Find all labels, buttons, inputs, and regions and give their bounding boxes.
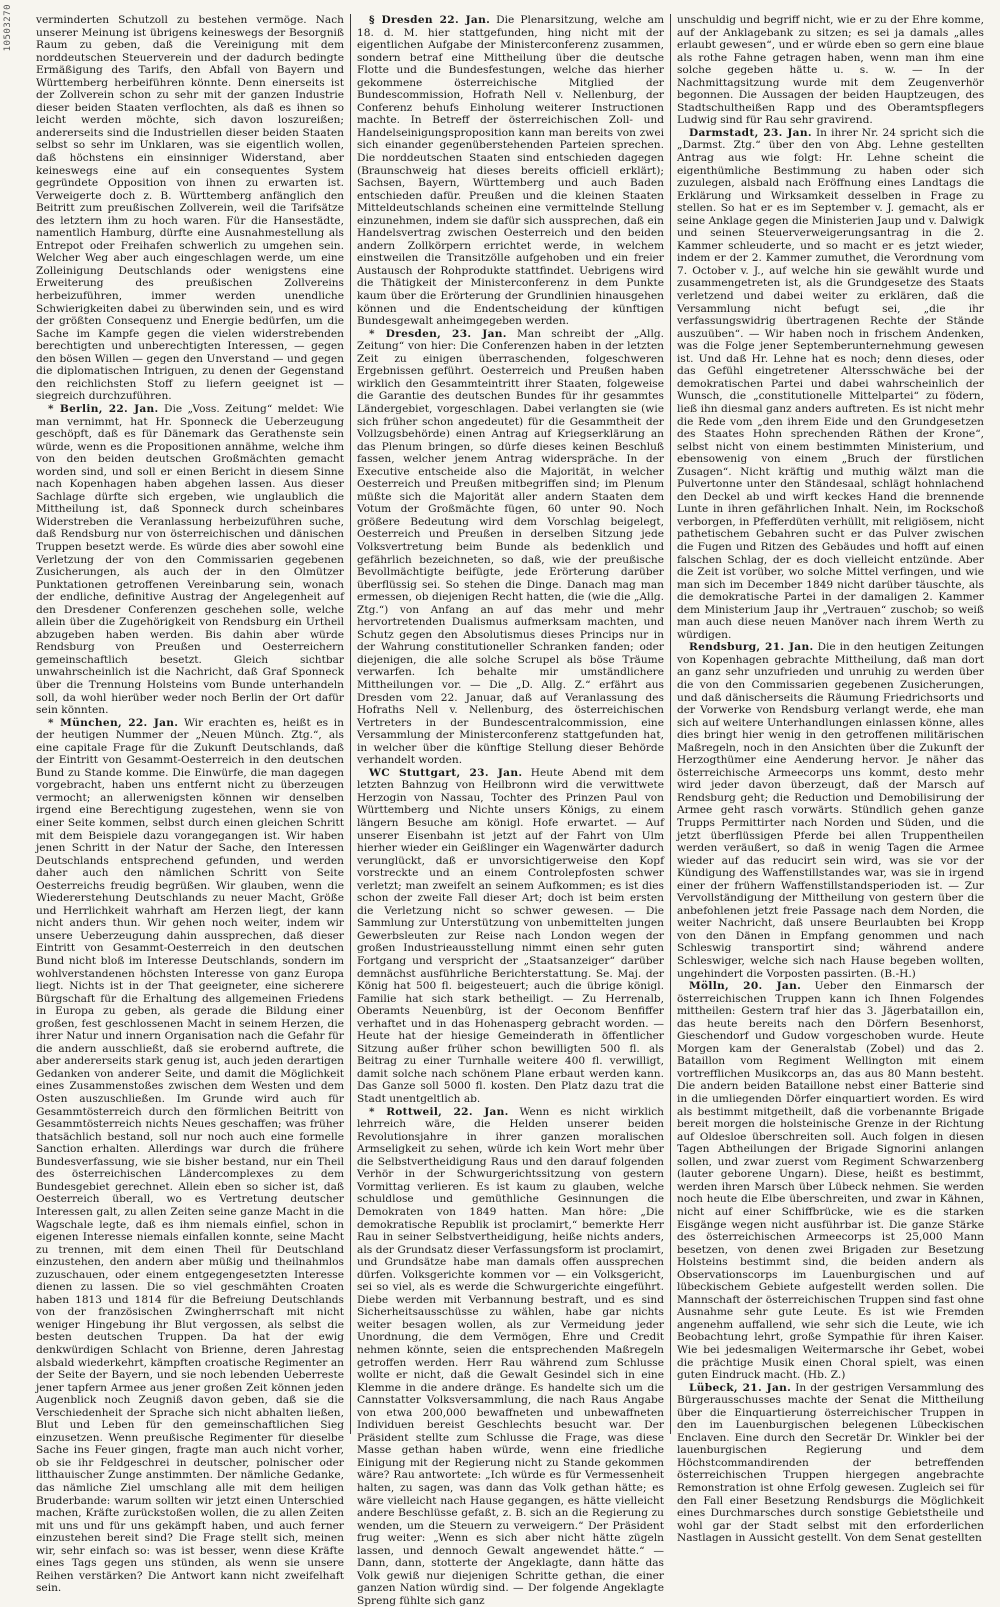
dateline: Rendsburg, 21. Jan. — [689, 641, 814, 654]
article-paragraph — [36, 717, 344, 1595]
dateline: * Berlin, 22. Jan. — [48, 402, 159, 415]
page-id-label: 10503270 — [3, 4, 13, 52]
article-paragraph — [36, 14, 344, 403]
article-paragraph — [677, 14, 984, 127]
paragraph-text: unschuldig und begriff nicht, wie er zu der Ehre komme, auf der Anklagebank zu sitzen; es sei ja damals „alles erlaubt gewesen“, und er würde eben so gern eine blaue als rothe Fahne getragen haben, wenn man ihm eine solche gegeben hätte u. s. w. — In der Nachmittagsitzung wurde mit dem Zeugenverhör begonnen. Die Aussagen der beiden Hauptzeugen, des Stadtschultheißen Rapp und des Oberamtspflegers Ludwig sind für Rau sehr gravirend. — [677, 14, 984, 127]
dateline: * Dresden, 23. Jan. — [369, 327, 507, 340]
paragraph-text: In ihrer Nr. 24 spricht sich die „Darmst. Ztg.“ über den von Abg. Lehne gestellten Antrag aus wie folgt: Hr. Lehne scheint die eigenthümliche Bestimmung zu haben oder sich zuzulegen, alsbald nach Eröffnung eines Landtags die Erklärung und Wirksamkeit desselben in Frage zu stellen. So hat er es im September v. J. gemacht, als er seine Anklage gegen die Ministerien Jaup und v. Dalwigk und seinen Steuerverweigerungsantrag in die 2. Kammer schleuderte, und so macht er es jetzt wieder, indem er der 2. Kammer zumuthet, die Verordnung vom 7. October v. J., auf welche hin sie gewählt wurde und zusammengetreten ist, als die Grundgesetze des Staats verletzend und dabei weiter zu erklären, daß die Versammlung nicht befugt sei, „die ihr verfassungswidrig übertragenen Rechte der Stände auszuüben“. — Wir haben noch in frischem Andenken, was die Folge jener Septemberunternehmung gewesen ist. Und daß Hr. Lehne hat es noch; denn dieses, oder das Gefühl eingetretener Altersschwäche bei der demokratischen Partei und dabei wahrscheinlich der Wunsch, die „constitutionelle Mittelpartei“ zu födern, ließ ihn diesmal ganz anders auftreten. Es ist nicht mehr die Rede vom „den ihrem Eide und den Grundgesetzen des Staates Hohn sprechenden Räthen der Krone“, selbst nicht von einem bestimmten Ministerium, und ebensowenig von einem „Bruch der fürstlichen Zusagen“. Nicht kräftig und muthig wälzt man die Pulvertonne unter den Ständesaal, schlägt hohnlachend den Deckel ab und wirft keckes Hand die brennende Lunte in ihren gefährlichen Inhalt. Nein, im Rockschoß verborgen, in Pfefferdüten verhüllt, mit religiösem, nicht pathetischem Gebahren sucht er das Pulver zwischen die Fugen und Ritzen des Gebäudes und hofft auf einen falschen Schlag, der es doch vielleicht entzünde. Aber die Zeit ist vorüber, wo solche Mittel verfingen, und wie man sich im December 1849 nicht darüber täuschte, als die demokratische Partei in der damaligen 2. Kammer dem Ministerium Jaup ihr „Vertrauen“ zuschob; so weiß man auch diese neuen Manöver nach ihrem Werth zu würdigen. — [677, 126, 984, 641]
paragraph-text: Die Plenarsitzung, welche am 18. d. M. hier stattgefunden, hing nicht mit der eigentlichen Aufgabe der Ministerconferenz zusammen, sondern betraf eine Mittheilung über die deutsche Flotte und die Bundesfestungen, welche das hierher gekommene österreichische Mitglied der Bundescommission, Hofrath Nell v. Nellenburg, der Conferenz behufs Einholung weiterer Instructionen machte. In Betreff der österreichischen Zoll- und Handelseinigungsproposition kann man bereits von zwei sich einander gegenüberstehenden Parteien sprechen. Die norddeutschen Staaten sind entschieden dagegen (Braunschweig hat dieses bereits officiell erklärt); Sachsen, Bayern, Württemberg und auch Baden entschieden dafür. Preußen und die kleinen Staaten Mitteldeutschlands scheinen eine vermittelnde Stellung einzunehmen, indem sie dafür sich aussprechen, daß ein Handelsvertrag zwischen Oesterreich und den beiden andern Zollkörpern errichtet werde, in welchem einstweilen die Transitzölle aufgehoben und ein freier Austausch der Rohprodukte stattfindet. Uebrigens wird die Thätigkeit der Ministerconferenz in dem Punkte kaum über die Erörterung der Grundlinien hinausgehen können und die Endentscheidung der künftigen Bundesgewalt anheimgegeben werden. — [357, 14, 665, 328]
dateline: WC Stuttgart, 23. Jan. — [369, 766, 523, 779]
paragraph-text: Wenn es nicht wirklich lehrreich wäre, die Helden unserer beiden Revolutionsjahre in ihrer ganzen moralischen Armseligkeit zu sehen, würde ich kein Wort mehr über die Selbstvertheidigung Raus und den darauf folgenden Verhör in der Schwurgerichtssitzung von gestern Vormittag verlieren. Es ist kaum zu glauben, welche schuldlose und gemüthliche Gesinnungen die Demokraten von 1849 hatten. Man höre: „Die demokratische Republik ist proclamirt,“ bemerkte Herr Rau in seiner Selbstvertheidigung, heiße nichts anders, als der Grundsatz dieser Verfassungsform ist proclamirt, und Grundsätze habe man damals offen aussprechen dürfen. Volksgerichte kommen vor — ein Volksgericht, sei so viel, als es werde die Schwurgerichte eingeführt. Diebe werden mit Verbannung bestraft, und es sind Sicherheitsausschüsse zu wählen, habe gar nichts weiter besagen wollen, als zur Vermeidung jeder Unordnung, die dem Vermögen, Ehre und Credit nehmen könnte, seien die entsprechenden Maßregeln getroffen werden. Herr Rau während zum Schlusse wollte er nicht, daß die Gewalt Gesindel sich in eine Klemme in die andere dränge. Es handelte sich um die Cannstatter Volksversammlung, die nach Raus Angabe von etwa 200,000 bewaffneten und unbewaffneten Individuen bereist Geschlechts besucht war. Der Präsident stellte zum Schlusse die Frage, was diese Masse gethan haben würde, wenn eine friedliche Einigung mit der Regierung nicht zu Stande gekommen wäre? Rau antwortete: „Ich würde es für Vermessenheit halten, zu sagen, was dann das Volk gethan hätte; es wäre vielleicht nach Hause gegangen, es hätte vielleicht andere Beschlüsse gefaßt, z. B. sich an die Regierung zu wenden, um die Steuern zu verweigern.“ Der Präsident frug weiter: „Wenn es sich aber nicht hätte zügeln lassen, und dennoch Gewalt angewendet hätte.“ — Dann, dann, stotterte der Angeklagte, dann hätte das Volk gewiß nur diejenigen Schritte gethan, die einer ganzen Nation würdig sind. — Der folgende Angeklagte Spreng fühlte sich ganz — [357, 1105, 664, 1607]
paragraph-text: Man schreibt der „Allg. Zeitung“ von hier: Die Conferenzen haben in der letzten Zeit zu einigen überraschenden, folgeschweren Ergebnissen geführt. Oesterreich und Preußen haben wirklich den Gesammteintritt ihrer Staaten, folgeweise die Garantie des deutschen Bundes für ihr gesammtes Ländergebiet, vorgeschlagen. Dabei verlangten sie (wie sich früher schon angedeutet) für die Gesammtheit der Vollzugsbehörde) einen Antrag auf Kriegserklärung an das Plenum bringen, so dürfe dieses keinen Beschluß fassen, welcher jenem Antrag widerspräche. In der Executive entscheide also die Majorität, in welcher Oesterreich und Preußen mitbegriffen sind; im Plenum müßte sich die Majorität aller andern Staaten dem Votum der Großmächte fügen, 60 unter 90. Noch größere Bedeutung wird dem Vorschlag beigelegt, Oesterreich und Preußen in derselben Sitzung jede Volksvertretung beim Bunde als bedenklich und gefährlich bezeichneten, so daß, wie der preußische Bevollmächtigte beifügte, jede Erörterung darüber überflüssig sei. So stehen die Dinge. Danach mag man ermessen, ob diejenigen Recht hatten, die (wie die „Allg. Ztg.“) von Anfang an auf das mehr und mehr hervortretenden Dualismus aufmerksam machten, und Schutz gegen den Absolutismus dieses Princips nur in der Wahrung constitutioneller Schranken fanden; oder diejenigen, die alle solche Scrupel als böse Träume verwarfen. Ich behalte mir umständlichere Mittheilungen vor. — Die „D. Allg. Z.“ erfährt aus Dresden vom 22. Januar, daß auf Veranlassung des Hofraths Nell v. Nellenburg, des österreichischen Vertreters in der Bundescentralcommission, eine Versammlung der Ministerconferenz stattgefunden hat, in welcher über die künftige Stellung dieser Behörde verhandelt worden. — [357, 327, 664, 767]
article-paragraph — [357, 328, 664, 767]
paragraph-text: Wir erachten es, heißt es in der heutigen Nummer der „Neuen Münch. Ztg.“, als eine capitale Frage für die Zukunft Deutschlands, daß der Eintritt von Gesammt-Oesterreich in den deutschen Bund zu Stande komme. Die Einwürfe, die man dagegen vorgebracht, haben uns entfernt nicht zu überzeugen vermocht; an allerwenigsten können wir denselben irgend eine Berechtigung zugestehen, wenn sie von einer Seite kommen, selbst durch einen gleichen Schritt mit dem Beispiele dazu vorangegangen ist. Wir haben jenen Schritt in der Natur der Sache, den Interessen Deutschlands entsprechend gefunden, und werden daher auch den nämlichen Schritt von Seite Oesterreichs freudig begrüßen. Wir glauben, wenn die Wiedererstehung Deutschlands zu neuer Macht, Größe und Herrlichkeit wahrhaft am Herzen liegt, der kann nicht anders thun. Wir gehen noch weiter, indem wir unsere Ueberzeugung dahin aussprechen, daß dieser Eintritt von Gesammt-Oesterreich in den deutschen Bund nicht bloß im Interesse Deutschlands, sondern im wohlverstandenen höchsten Interesse von ganz Europa liegt. Nichts ist in der That geeigneter, eine sicherere Bürgschaft für die Erhaltung des allgemeinen Friedens in Europa zu geben, als gerade die Bildung einer großen, fest geschlossenen Macht in seinem Herzen, die ihrer Natur und innern Organisation nach die Gefahr für die andern ausschließt, daß sie erobernd auftrete, die aber andererseits stark genug ist, auch jeden derartigen Gedanken von anderer Seite, und damit die Möglichkeit eines Zusammenstoßes zwischen dem Westen und dem Osten auszuschließen. Im Grunde wird auch für Gesammtösterreich durch den förmlichen Beitritt von Gesammtösterreich nichts Neues geschaffen; was früher thatsächlich bestand, soll nur noch auch eine formelle Sanction erhalten. Allerdings war durch die frühere Bundesverfassung, wie sie bisher bestand, nur ein Theil des österreichischen Ländercomplexes zu dem Bundesgebiet gerechnet. Allein eben so sicher ist, daß Oesterreich überall, wo es Vertretung deutscher Interessen galt, zu allen Zeiten seine ganze Macht in die Wagschale legte, daß es ihm niemals einfiel, schon in eigenen Interesse niemals einfallen konnte, seine Macht zu trennen, mit dem einen Theil für Deutschland einzustehen, den andern aber müßig und theilnahmlos zuzuschauen, oder einem entgegengesetzten Interesse dienen zu lassen. Die so viel geschmähten Croaten haben 1813 und 1814 für die Befreiung Deutschlands von der französischen Zwingherrschaft mit nicht weniger Hingebung ihr Blut vergossen, als selbst die besten deutschen Truppen. Da hat der ewig denkwürdigen Schlacht von Brienne, deren Jahrestag alsbald wiederkehrt, kämpften croatische Regimenter an der Seite der Bayern, und sie noch lebenden Ueberreste jener tapfern Armee aus jener großen Zeit können jeden Augenblick noch Zeugniß davon geben, daß sie die Verschiedenheit der Sprache sich nicht abhalten ließen, Blut und Leben für den gemeinschaftlichen Sieg einzusetzen. Wenn preußische Regimenter für dieselbe Sache ins Feuer gingen, fragte man auch nicht vorher, ob sie ihr Feldgeschrei in deutscher, polnischer oder litthauischer Zunge anstimmten. Der nämliche Gedanke, das nämliche Ziel umschlang alle mit dem heiligen Bruderbande: warum sollten wir jetzt einen Unterschied machen, Kräfte zurückstoßen wollen, die zu allen Zeiten mit uns und für uns gekämpft haben, und auch ferner einzustehen bereit sind? Die Frage stellt sich, meinen wir, sehr einfach so: was ist besser, wenn diese Kräfte eines Tags gegen uns stünden, als wenn sie unsere Reihen verstärken? Die Antwort kann nicht zweifelhaft sein. — [36, 716, 344, 1595]
paragraph-text: Die „Voss. Zeitung“ meldet: Wie man vernimmt, hat Hr. Sponneck die Ueberzeugung geschöpft, daß es für Dänemark das Gerathenste sein würde, wenn es die Propositionen annähme, welche ihm von den beiden deutschen Großmächten gemacht worden sind, und soll er einen Bericht in diesem Sinne nach Kopenhagen haben abgehen lassen. Aus dieser Sachlage dürfte sich ergeben, wie unglaublich die Mittheilung ist, daß Sponneck durch scheinbares Widerstreben die Veranlassung herbeizuführen suche, daß Rendsburg nur von österreichischen und dänischen Truppen besetzt werde. Es würde dies aber sowohl eine Verletzung der von den Commissarien gegebenen Zusicherungen, als auch der in den Olmützer Punktationen getroffenen Vereinbarung sein, wonach der endliche, definitive Austrag der Angelegenheit auf den Dresdener Conferenzen geschehen solle, welche allein über die Zugehörigkeit von Rendsburg ein Urtheil abzugeben haben werden. Bis dahin aber würde Rendsburg von Preußen und Oesterreichern gemeinschaftlich besetzt. Gleich sichtbar unwahrscheinlich ist die Nachricht, daß Graf Sponneck über die Trennung Holsteins vom Bunde unterhandeln soll, da wohl hierüber weder noch Berlin der Ort dafür sein könnten. — [36, 402, 345, 717]
column-middle — [350, 14, 670, 1607]
article-paragraph — [677, 127, 984, 641]
column-left — [30, 14, 350, 1595]
newspaper-page — [30, 14, 992, 1607]
paragraph-text: verminderten Schutzoll zu bestehen vermöge. Nach unserer Meinung ist übrigens keineswegs der Besorgniß Raum zu geben, daß die Vereinigung mit dem norddeutschen Steuerverein und der dadurch bedingte Ermäßigung des Tarifs, den Abfall von Bayern und Württemberg herbeiführen könnte. Denn einerseits ist der Zollverein schon zu sehr mit der ganzen Industrie dieser beiden Staaten verflochten, als daß es ihnen so leicht werden möchte, sich davon loszureißen; andererseits sind die Industriellen dieser beiden Staaten selbst so sehr im Unklaren, was sie eigentlich wollen, daß höchstens ein einsinniger Widerstand, aber keineswegs eine auf ein consequentes System gegründete Opposition von ihnen zu erwarten ist. Verweigerte doch z. B. Württemberg anfänglich den Beitritt zum preußischen Zollverein, weil die Tarifsätze des letztern ihm zu hoch waren. Für die Hansestädte, namentlich Hamburg, dürfte eine Ausnahmestellung als Entrepot oder Freihafen schwerlich zu umgehen sein. Welcher Weg aber auch eingeschlagen werde, um eine Zolleinigung Deutschlands oder wenigstens eine Erweiterung des preußischen Zollvereins herbeizuführen, immer werden unendliche Schwierigkeiten dabei zu überwinden sein, und es wird der größten Consequenz und Energie bedürfen, um die Sache im Kampfe gegen die vielen widerstrebenden berechtigten und unberechtigten Interessen, — gegen den bösen Willen — gegen den Unverstand — und gegen die diplomatischen Intriguen, zu denen der Gegenstand den reichlichsten Stoff zu liefern geeignet ist — siegreich durchzuführen. — [36, 14, 344, 403]
article-paragraph — [677, 641, 984, 980]
article-paragraph — [677, 980, 984, 1382]
paragraph-text: In der gestrigen Versammlung des Bürgerausschusses machte der Senat die Mittheilung über die Einquartierung österreichischer Truppen in den im Lauenburgischen belegenen Lübeckischen Enclaven. Eine durch den Secretär Dr. Winkler bei der lauenburgischen Regierung und dem Höchstcommandirenden der betreffenden österreichischen Truppen hiergegen angebrachte Remonstration ist ohne Erfolg gewesen. Zugleich sei für den Fall einer Besetzung Rendsburgs die Möglichkeit eines Durchmarsches durch sonstige Gebietstheile und wohl gar der Stadt selbst mit den erforderlichen Nastlagen in Aussicht gestellt. Von dem Senat gestellten — [677, 1381, 984, 1545]
dateline: * München, 22. Jan. — [48, 716, 179, 729]
dateline: * Rottweil, 22. Jan. — [369, 1105, 509, 1118]
article-paragraph — [357, 1106, 664, 1607]
article-paragraph — [357, 14, 664, 328]
article-paragraph — [677, 1382, 984, 1545]
article-paragraph — [357, 767, 664, 1106]
dateline: Mölln, 20. Jan. — [689, 980, 802, 993]
dateline: § Dresden 22. Jan. — [369, 14, 491, 26]
paragraph-text: Heute Abend mit dem letzten Bahnzug von Heilbronn wird die verwittwete Herzogin von Nassau, Tochter des Prinzen Paul von Württemberg und Nichte unsers Königs, zu einem längern Besuche am königl. Hofe erwartet. — Auf unserer Eisenbahn ist jetzt auf der Fahrt von Ulm hierher wieder ein Geißlinger ein Wagenwärter dadurch verunglückt, daß er unvorsichtigerweise den Kopf vorstreckte und an einem Controlepfosten schwer verletzt; man zweifelt an seinem Aufkommen; es ist dies schon der zweite Fall dieser Art; doch ist beim ersten die Verletzung nicht so schwer gewesen. — Die Sammlung zur Unterstützung von unbemittelten jungen Gewerbsleuten zur Reise nach London wegen der großen Industrieausstellung nimmt einen sehr guten Fortgang und verspricht der „Staatsanzeiger“ darüber demnächst ausführliche Berichterstattung. Se. Maj. der König hat 500 fl. beigesteuert; auch die übrige königl. Familie hat sich stark betheiligt. — Zu Herrenalb, Oberamts Neuenbürg, ist der Oeconom Benfiffer verhaftet und in das Hohenasperg gebracht worden. — Heute hat der hiesige Gemeinderath in öffentlicher Sitzung außer früher schon bewilligten 500 fl. als Beitrag zu einer Turnhalle weitere 400 fl. verwilligt, damit solche nach schönem Plane erbaut werden kann. Das Ganze soll 5000 fl. kosten. Den Platz dazu trat die Stadt unentgeltlich ab. — [357, 766, 664, 1106]
dateline: Darmstadt, 23. Jan. — [689, 126, 812, 139]
article-paragraph — [36, 403, 344, 717]
dateline: Lübeck, 21. Jan. — [689, 1381, 792, 1394]
column-right — [670, 14, 990, 1545]
paragraph-text: Ueber den Einmarsch der österreichischen Truppen kann ich Ihnen Folgendes mittheilen: Gestern traf hier das 3. Jägerbataillon ein, das heute bereits nach den Dörfern Besenhorst, Gieschendorf und Gudow vorgeschoben wurde. Heute Morgen kam der Generalstab (Zobel) und das 2. Bataillon vom Regiment Wellington mit einem vortrefflichen Musikcorps an, das aus 80 Mann besteht. Die andern beiden Bataillone nebst einer Batterie sind in die umliegenden Dörfer einquartiert worden. Es wird als bestimmt mitgetheilt, daß die vorbenannte Brigade bereit morgen die holsteinische Grenze in der Richtung auf Oldesloe überschreiten soll. Auch folgen in diesen Tagen Abtheilungen der Brigade Signorini anlangen sollen, und zwar zuerst vom Regiment Schwarzenberg (lauter geborene Ungarn). Diese, heißt es bestimmt, werden ihren Marsch über Lübeck nehmen. Sie werden noch heute die Elbe überschreiten, und zwar in Kähnen, nicht auf einer Schiffbrücke, wie es die starken Eisgänge wegen nicht ausführbar ist. Die ganze Stärke des österreichischen Armeecorps ist 25,000 Mann besetzen, von denen zwei Brigaden zur Besetzung Holsteins bestimmt sind, die beiden andern als Observationscorps im Lauenburgischen und auf lübeckischem Gebiete aufgestellt werden sollen. Die Mannschaft der österreichischen Truppen sind fast ohne Ausnahme sehr gute Leute. Es ist wie Fremden angenehm auffallend, wie sehr sich die Leute, wie ich Beobachtung lehrt, große Sympathie für ihren Kaiser. Wie bei jedesmaligen Weitermarsche ihr Gebet, wobei die prächtige Musik einen Choral spielt, was einen guten Eindruck macht. (Hb. Z.) — [677, 980, 984, 1382]
paragraph-text: Die in den heutigen Zeitungen von Kopenhagen gebrachte Mittheilung, daß man dort an ganz sehr unzufrieden und unruhig zu werden über die von den Commissarien gegebenen Zusicherungen, und daß dänischerseits die Räumung Friedrichsorts und der Vorwerke von Rendsburg verlangt werde, ehe man sich auf weitere Unterhandlungen einlassen könne, alles dies bringt hier wenig in den getroffenen militärischen Maßregeln, noch in den Ansichten über die Zukunft der Herzogthümer eine Aenderung hervor. Je näher das österreichische Armeecorps uns kommt, desto mehr wird jeder davon überzeugt, daß der Marsch auf Rendsburg geht; die Reduction und Demobilisirung der Armee geht rasch vorwärts. Stündlich gehen ganze Trupps Permittirter nach Norden und Süden, und die jetzt überflüssigen Pferde bei allen Truppentheilen werden veräußert, so daß in wenig Tagen die Armee wieder auf das reducirt sein wird, was sie vor der Kündigung des Waffenstillstandes war, was sie in irgend einer der frühern Waffenstillstandsperioden ist. — Zur Vervollständigung der Mittheilung von gestern über die anbefohlenen jetzt freie Passage nach dem Norden, die weiter Nachricht, daß unsere Beurlaubten bei Kropp von den Dänen in Empfang genommen und nach Schleswig transportirt sind; während andere Schleswiger, welche sich nach Hause begeben wollten, ungehindert die Vorposten passirten. (B.-H.) — [677, 641, 984, 980]
